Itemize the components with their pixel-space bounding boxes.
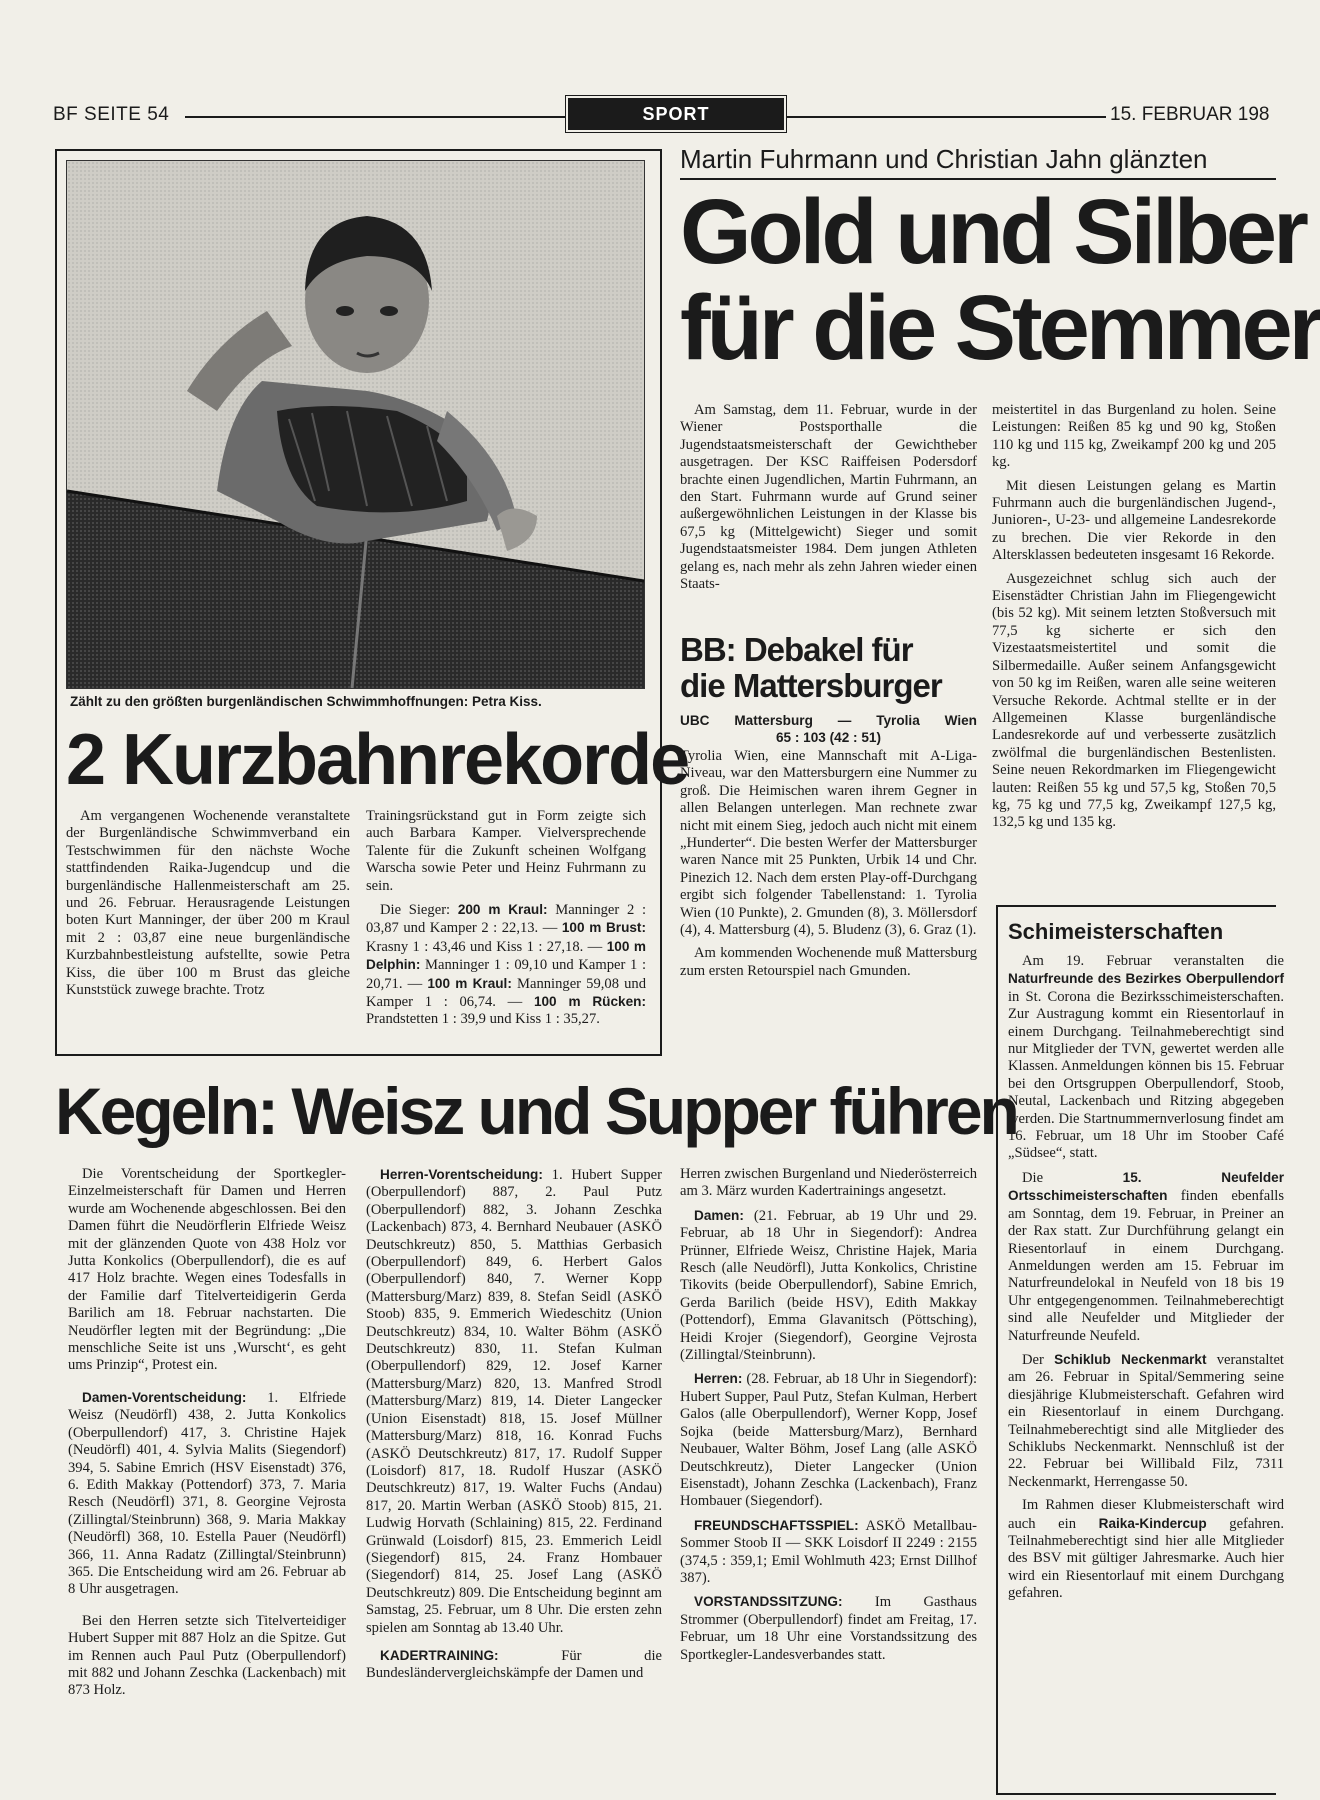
swim-column-1 xyxy=(66,808,350,1005)
lift-headline-wrap xyxy=(680,181,1320,386)
section-badge: SPORT xyxy=(568,98,784,130)
bowling-paragraph: Bei den Herren setzte sich Titelverteidiger Hubert Supper mit 887 Holz an die Spitze. Gut im Rennen auch Paul Putz (Oberpullendorf) mit 882 und Johann Zeschka (Lackenbach) mit 873 Holz. xyxy=(68,1612,346,1699)
basket-paragraph: Tyrolia Wien, eine Mannschaft mit A-Liga-Niveau, war den Mattersburgern eine Nummer zu groß. Die Heimischen waren ihrem Gegner in allen Belangen unterlegen. Man rechnete zwar nicht mit einem Sieg, jedoch auch nicht mit einem „Hunderter“. Die besten Werfer der Mattersburger waren Nance mit 25 Punkten, Urbik 14 und Chr. Pinezich 12. Nach dem ersten Play-off-Durchgang ergibt sich folgender Tabellenstand: 1. Tyrolia Wien (10 Punkte), 2. Gmunden (8), 3. Möllersdorf (4), 4. Mattersburg (4), 5. Bludenz (3), 6. Graz (1). xyxy=(680,748,977,939)
page-number: BF SEITE 54 xyxy=(53,104,170,125)
swim-headline: 2 Kurzbahnrekorde xyxy=(66,720,689,800)
bowling-paragraph: Herren-Vorentscheidung: 1. Hubert Supper (Oberpullendorf) 887, 2. Paul Putz (Oberpullendorf) 882, 3. Johann Zeschka (Lackenbach) 873, 4. Bernhard Neubauer (ASKÖ Deutschkreutz) 850, 5. Matthias Gerbasich (Oberpullendorf) 849, 6. Herbert Galos (Oberpullendorf) 840, 7. Werner Kopp (Mattersburg/Marz) 839, 8. Stefan Seidl (ASKÖ Stoob) 835, 9. Emmerich Wiedeschitz (Union Deutschkreutz) 834, 10. Walter Böhm (ASKÖ Deutschkreutz) 830, 11. Stefan Kulman (Oberpullendorf) 829, 12. Josef Karner (Mattersburg/Marz) 820, 13. Manfred Strodl (Mattersburg/Marz) 819, 14. Dieter Langecker (Union Eisenstadt) 818, 15. Josef Müllner (Mattersburg/Marz) 818, 16. Konrad Fuchs (ASKÖ Deutschkreutz) 817, 17. Rudolf Supper (Loisdorf) 817, 18. Rudolf Huszar (ASKÖ Deutschkreutz) 817, 19. Walter Fuchs (Andau) 817, 20. Martin Werban (ASKÖ Stoob) 815, 21. Ludwig Horvath (Schlaining) 815, 22. Ferdinand Grünwald (Loisdorf) 815, 23. Emmerich Leidl (Siegendorf) 815, 24. Franz Hombauer (Siegendorf) 814, 25. Josef Lang (ASKÖ Deutschkreutz) 809. Die Entscheidung beginnt am Samstag, 25. Februar, um 8 Uhr. Die ersten zehn spielen am Sonntag ab 13.40 Uhr. xyxy=(366,1167,662,1636)
bowling-paragraph: KADERTRAINING: Für die Bundesländervergleichskämpfe der Damen und xyxy=(366,1647,662,1682)
basket-match: UBC Mattersburg — Tyrolia Wien 65 : 103 (42 : 51) xyxy=(680,713,977,745)
header-rule-left xyxy=(185,116,565,118)
ski-box xyxy=(996,905,1284,1795)
bowling-paragraph: Herren: (28. Februar, ab 18 Uhr in Siegendorf): Hubert Supper, Paul Putz, Stefan Kulman, Herbert Galos (alle Oberpullendorf), Werner Kopp, Josef Sojka (beide Mattersburg/Marz), Bernhard Neubauer, Walter Böhm, Josef Lang (alle ASKÖ Deutschkreutz), Dieter Langecker (Union Eisenstadt), Johann Zeschka (Lackenbach), Franz Hombauer (Siegendorf). xyxy=(680,1371,977,1510)
lift-headline-2: für die Stemmer xyxy=(680,277,1320,379)
basket-column xyxy=(680,748,977,986)
lift-column-1 xyxy=(680,402,977,599)
ski-paragraph: Die 15. Neufelder Ortsschimeisterschaften finden ebenfalls am Sonntag, dem 19. Februar, in Preiner an der Rax statt. Zur Durchführung gelangt ein Riesentorlauf in einem Durchgang. Anmeldungen werden am 15. Februar im Naturfreundelokal in Neufeld von 18 bis 19 Uhr entgegengenommen. Teilnahmeberechtigt sind alle Neufelder und Mitglieder der Naturfreunde Neufeld. xyxy=(1008,1169,1284,1344)
swim-paragraph: Am vergangenen Wochenende veranstaltete der Burgenländische Schwimmverband ein Testschwimmen für den nächste Woche stattfindenden Raika-Jugendcup und die burgenländische Hallenmeisterschaft am 25. und 26. Februar. Herausragende Leistungen boten Kurt Manninger, der über 200 m Kraul mit 2 : 03,87 eine neue burgenländische Kurzbahnbestleistung aufstellte, sowie Petra Kiss, die über 100 m Brust das gleiche Kunststück zuwege brachte. Trotz xyxy=(66,808,350,999)
ski-paragraph: Der Schiklub Neckenmarkt veranstaltet am 26. Februar in Spital/Semmering seine diesjährige Klubmeisterschaft. Gefahren wird ein Riesentorlauf in einem Durchgang. Teilnahmeberechtigt sind alle Mitglieder des Schiklubs Neckenmarkt. Nennschluß ist der 22. Februar bei Willibald Filz, 7311 Neckenmarkt, Herrengasse 50. xyxy=(1008,1351,1284,1490)
swimmer-photo xyxy=(66,160,645,689)
bowling-paragraph: Herren zwischen Burgenland und Niederösterreich am 3. März wurden Kadertrainings angesetzt. xyxy=(680,1166,977,1200)
bowling-paragraph: FREUNDSCHAFTSSPIEL: ASKÖ Metallbau-Sommer Stoob II — SKK Loisdorf II 2249 : 2155 (374,5 : 359,1; Emil Wohlmuth 423; Ernst Dillhof 387). xyxy=(680,1517,977,1586)
ski-column xyxy=(1008,953,1284,1609)
header-rule-right xyxy=(786,116,1106,118)
ski-paragraph: Im Rahmen dieser Klubmeisterschaft wird auch ein Raika-Kindercup gefahren. Teilnahmeberechtigt sind hier alle Mitglieder des BSV mit gültiger Jahresmarke. Auch hier wird ein Riesentorlauf mit einem Durchgang gefahren. xyxy=(1008,1497,1284,1602)
basket-headline: BB: Debakel für die Mattersburger xyxy=(680,631,942,705)
bowling-headline: Kegeln: Weisz und Supper führen xyxy=(55,1074,1017,1148)
bowling-paragraph: Damen: (21. Februar, ab 19 Uhr und 29. Februar, ab 18 Uhr in Siegendorf): Andrea Prünner, Elfriede Weisz, Christine Hajek, Maria Resch (alle Neudörfl), Jutta Konkolics, Christine Tikovits (beide Oberpullendorf), Sabine Emrich, Gerda Barilich (beide HSV), Edith Makkay (Pottendorf), Emma Glavanitsch (Pöttsching), Heidi Krojer (Siegendorf), Georgine Vejrosta (Zillingtal/Steinbrunn). xyxy=(680,1207,977,1364)
kicker-rule xyxy=(680,178,1276,180)
bowling-column-3 xyxy=(680,1166,977,1670)
swim-results: Die Sieger: 200 m Kraul: Manninger 2 : 03,87 und Kamper 2 : 22,13. — 100 m Brust: Krasny 1 : 43,46 und Kiss 1 : 27,18. — 100 m Delphin: Manninger 1 : 09,10 und Kamper 1 : 20,71. — 100 m Kraul: Manninger 59,08 und Kamper 1 : 06,74. — 100 m Rücken: Prandstetten 1 : 39,9 und Kiss 1 : 35,27. xyxy=(366,902,647,1028)
lift-paragraph: meistertitel in das Burgenland zu holen. Seine Leistungen: Reißen 85 kg und 90 kg, Stoßen 110 kg und 115 kg, Zweikampf 200 kg und 205 kg. xyxy=(992,402,1276,471)
lift-kicker: Martin Fuhrmann und Christian Jahn glänzten xyxy=(680,144,1208,174)
swimmer-image-icon xyxy=(67,161,644,688)
lift-paragraph: Ausgezeichnet schlug sich auch der Eisenstädter Christian Jahn im Fliegengewicht (bis 52 kg). Mit seinem letzten Stoßversuch mit 77,5 kg sicherte er sich den Vizestaatsmeistertitel und somit die Silbermedaille. Außer seinem Anfangsgewicht von 50 kg im Reißen, waren alle seine weiteren Versuche Rekorde. Achtmal stellte er in der Allgemeinen Klasse burgenländische Landesrekorde auf und verbesserte zusätzlich zwölfmal die burgenländischen Bestenlisten. Seine neuen Rekordmarken im Fliegengewicht lauten: Reißen 55 kg und 57,5 kg, Stoßen 70,5 kg, 75 kg und 77,5 kg, Zweikampf 127,5 kg, 132,5 kg und 135 kg. xyxy=(992,570,1276,831)
bowling-paragraph: Damen-Vorentscheidung: 1. Elfriede Weisz (Neudörfl) 438, 2. Jutta Konkolics (Oberpullendorf) 417, 3. Christine Hajek (Neudörfl) 401, 4. Sylvia Malits (Siegendorf) 394, 5. Sabine Emrich (HSV Eisenstadt) 376, 6. Edith Makkay (Pottendorf) 373, 7. Maria Resch (Neudörfl) 371, 8. Georgine Vejrosta (Zillingtal/Steinbrunn) 368, 9. Maria Makkay (Neudörfl) 368, 10. Estella Pauer (Neudörfl) 366, 11. Anna Radatz (Zillingtal/Steinbrunn) 365. Die Entscheidung wird am 26. Februar ab 8 Uhr ausgetragen. xyxy=(68,1389,346,1598)
ski-paragraph: Am 19. Februar veranstalten die Naturfreunde des Bezirkes Oberpullendorf in St. Corona die Bezirksschimeisterschaften. Zur Austragung kommt ein Riesentorlauf in einem Durchgang. Teilnahmeberechtigt sind nur Mitglieder der TVN, gewertet werden alle Klassen. Anmeldungen können bis 15. Februar bei den Ortsgruppen Oberpullendorf, Stoob, Neutal, Lackenbach und Ritzing abgegeben werden. Die Startnummernverlosung findet am 16. Februar, um 18 Uhr im Stoober Café „Südsee“, statt. xyxy=(1008,953,1284,1162)
lift-paragraph: Mit diesen Leistungen gelang es Martin Fuhrmann auch die burgenländischen Jugend-, Junioren-, U-23- und allgemeine Landesrekorde zu brechen. Die vier Rekorde in den Altersklassen bedeuteten insgesamt 16 Rekorde. xyxy=(992,477,1276,564)
issue-date: 15. FEBRUAR 198 xyxy=(1110,104,1270,125)
lift-paragraph: Am Samstag, dem 11. Februar, wurde in der Wiener Postsporthalle die Jugendstaatsmeisterschaft der Gewichtheber ausgetragen. Der KSC Raiffeisen Podersdorf brachte einen Jugendlichen, Martin Fuhrmann, an den Start. Fuhrmann wurde auf Grund seiner außergewöhnlichen Leistungen in der Klasse bis 67,5 kg (Mittelgewicht) Sieger und somit Jugendstaatsmeister 1984. Dem jungen Athleten gelang es, nach mehr als zehn Jahren wieder einen Staats- xyxy=(680,402,977,593)
bowling-paragraph: VORSTANDSSITZUNG: Im Gasthaus Strommer (Oberpullendorf) findet am Freitag, 17. Februar, um 18 Uhr eine Vorstandssitzung des Sportkegler-Landesverbandes statt. xyxy=(680,1594,977,1663)
lift-headline-1: Gold und Silber xyxy=(680,181,1305,283)
bowling-paragraph: Die Vorentscheidung der Sportkegler-Einzelmeisterschaft für Damen und Herren wurde am Wochenende abgeschlossen. Bei den Damen führt die Neudörflerin Elfriede Weisz mit der glänzenden Quote von 438 Holz vor Jutta Konkolics (Oberpullendorf), die es auf 417 Holz brachte. Wegen eines Todesfalls in der Familie darf Titelverteidigerin Gerda Barilich am 18. Februar nachstarten. Die Neudörfler legten mit der Begründung: „Die menschliche Seite ist uns ‚Wurscht‘, es geht ums Prinzip“, Protest ein. xyxy=(68,1166,346,1374)
swim-column-2 xyxy=(366,808,646,1035)
photo-caption: Zählt zu den größten burgenländischen Schwimmhoffnungen: Petra Kiss. xyxy=(70,694,542,709)
ski-title: Schimeisterschaften xyxy=(1008,919,1224,944)
bowling-column-1 xyxy=(68,1166,346,1706)
lift-column-2 xyxy=(992,402,1276,892)
bowling-column-2 xyxy=(366,1166,662,1689)
basket-paragraph: Am kommenden Wochenende muß Mattersburg zum ersten Retourspiel nach Gmunden. xyxy=(680,945,977,979)
swim-paragraph: Trainingsrückstand gut in Form zeigte sich auch Barbara Kamper. Vielversprechende Talente für die Zukunft scheinen Wolfgang Warscha sowie Peter und Heinz Fuhrmann zu sein. xyxy=(366,808,646,894)
